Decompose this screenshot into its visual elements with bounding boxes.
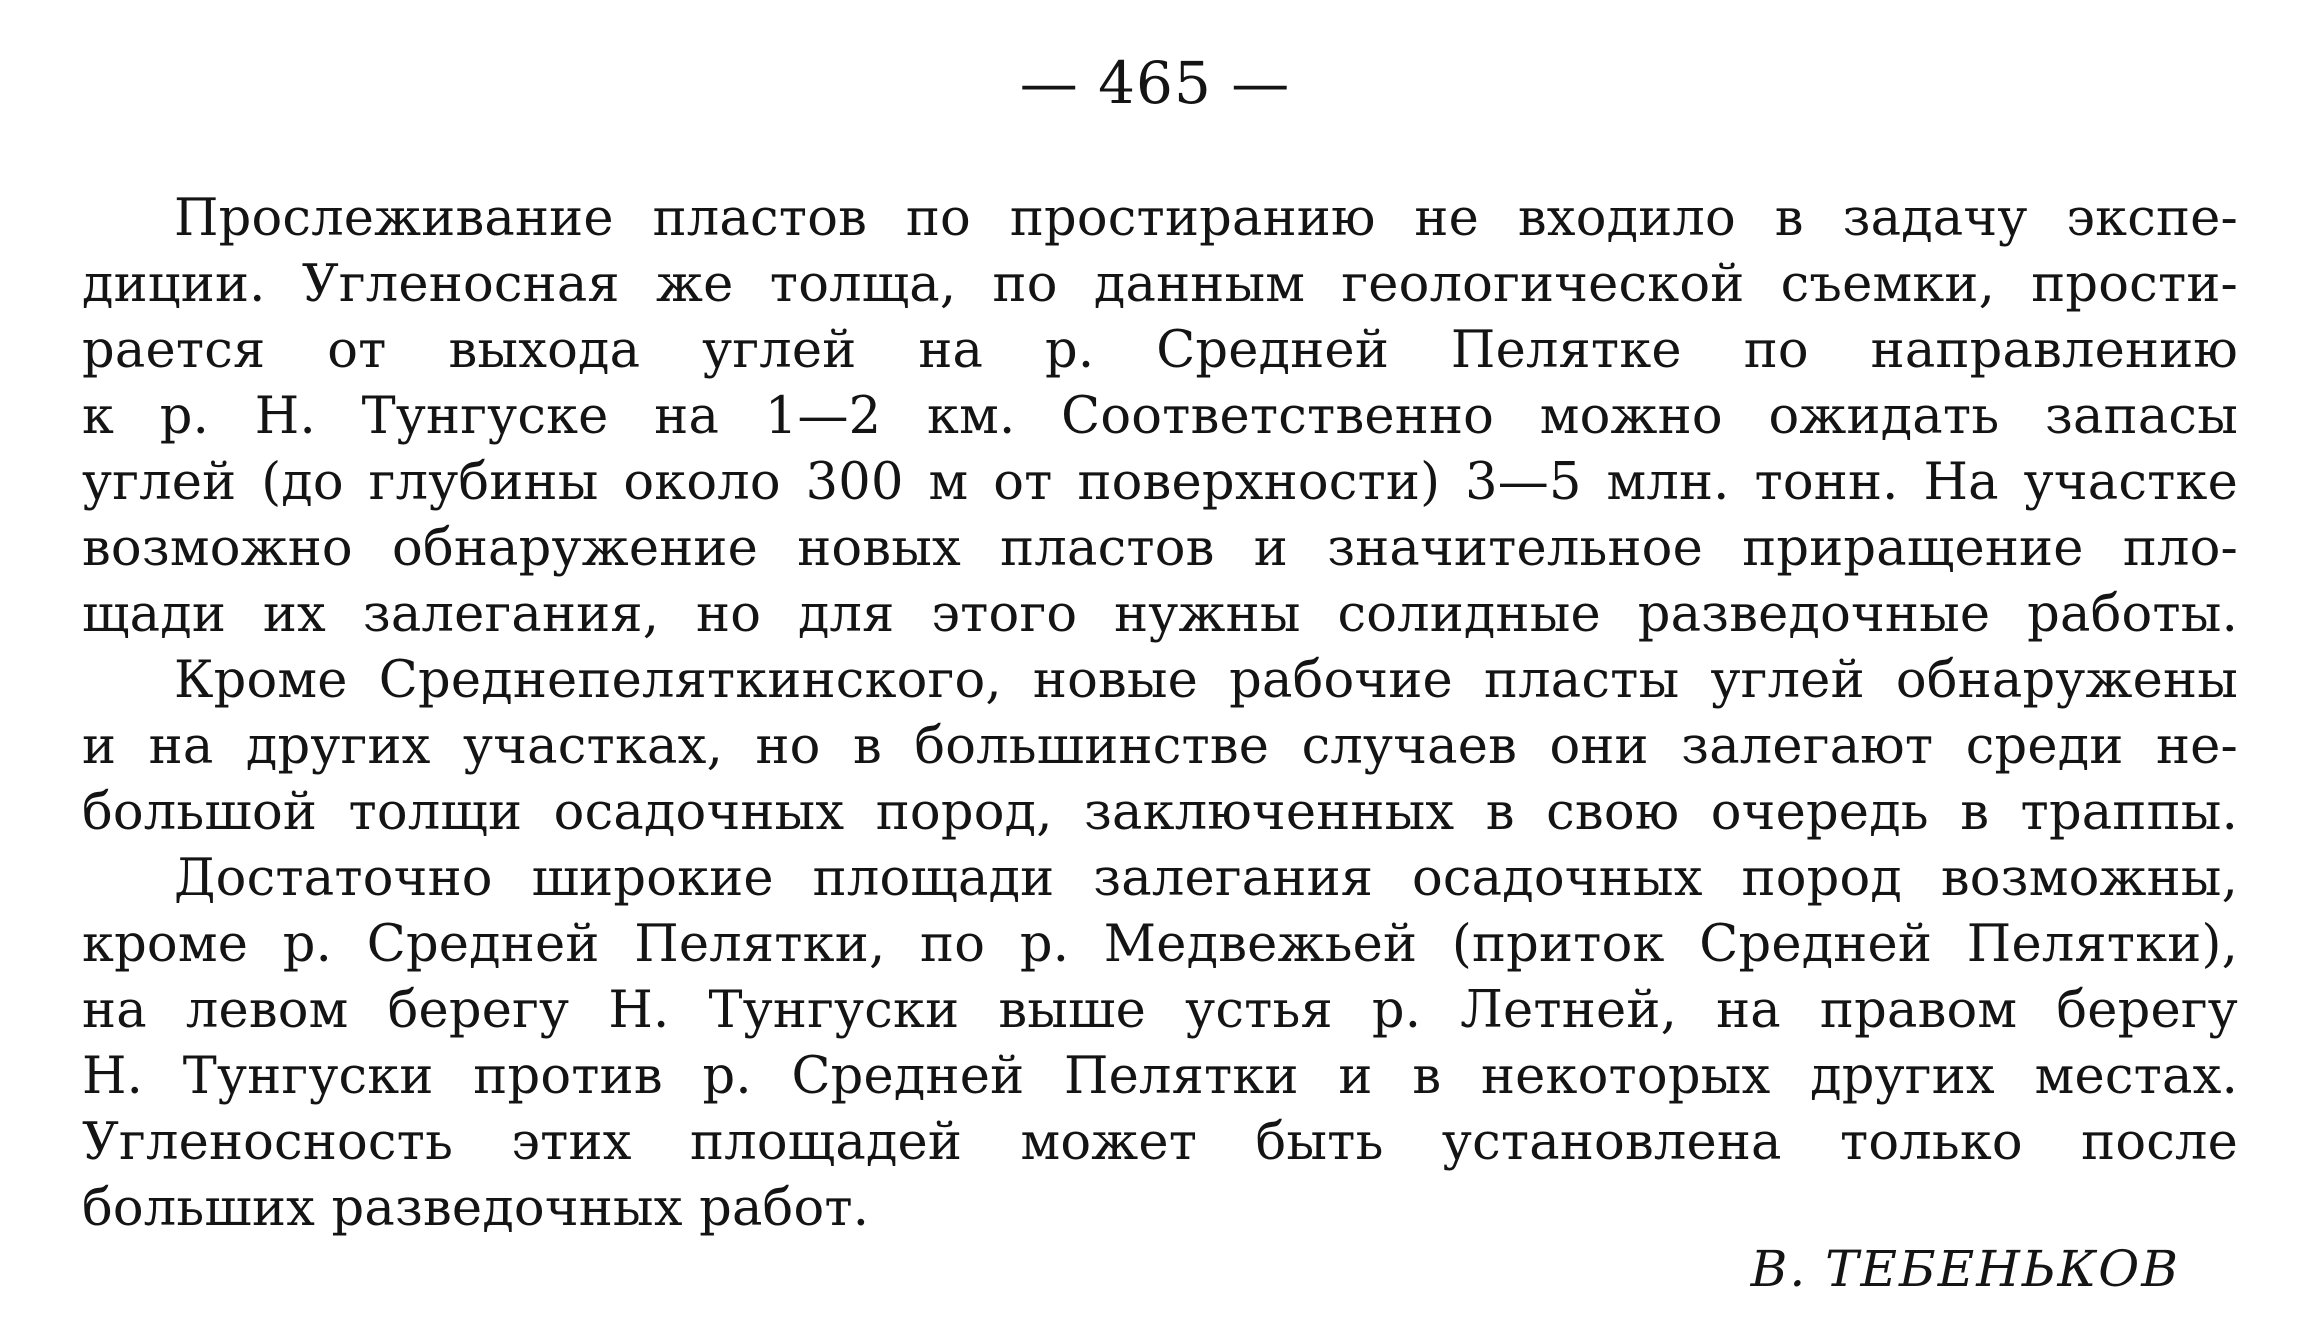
paragraph-1-line-7: щади их залегания, но для этого нужны солидные разведочные работы. (82, 585, 2238, 644)
paragraph-3-line-1: Достаточно широкие площади залегания осадочных пород возможны, (174, 849, 2238, 908)
paragraph-1-line-4: к р. Н. Тунгуске на 1—2 км. Соответственно можно ожидать запасы (82, 387, 2238, 446)
paragraph-1-line-5: углей (до глубины около 300 м от поверхности) 3—5 млн. тонн. На участке (82, 453, 2238, 512)
paragraph-3-line-5: Угленосность этих площадей может быть установлена только после (82, 1113, 2238, 1172)
paragraph-2-line-3: большой толщи осадочных пород, заключенных в свою очередь в траппы. (82, 783, 2238, 842)
paragraph-3-line-6: больших разведочных работ. (82, 1179, 870, 1238)
paragraph-1-line-1: Прослеживание пластов по простиранию не входило в задачу экспе- (174, 189, 2238, 248)
paragraph-3-line-4: Н. Тунгуски против р. Средней Пелятки и в некоторых других местах. (82, 1047, 2238, 1106)
paragraph-1-line-2: диции. Угленосная же толща, по данным геологической съемки, прости- (82, 255, 2238, 314)
author-signature: В. ТЕБЕНЬКОВ (1750, 1240, 2180, 1298)
paragraph-1-line-6: возможно обнаружение новых пластов и значительное приращение пло- (82, 519, 2238, 578)
paragraph-2-line-1: Кроме Среднепеляткинского, новые рабочие пласты углей обнаружены (174, 651, 2238, 710)
paragraph-1-line-3: рается от выхода углей на р. Средней Пелятке по направлению (82, 321, 2238, 380)
paragraph-3-line-3: на левом берегу Н. Тунгуски выше устья р. Летней, на правом берегу (82, 981, 2238, 1040)
paragraph-2-line-2: и на других участках, но в большинстве случаев они залегают среди не- (82, 717, 2238, 776)
page-number: — 465 — (1019, 49, 1291, 117)
paragraph-3-line-2: кроме р. Средней Пелятки, по р. Медвежьей (приток Средней Пелятки), (82, 915, 2238, 974)
body-text (82, 186, 2238, 1242)
